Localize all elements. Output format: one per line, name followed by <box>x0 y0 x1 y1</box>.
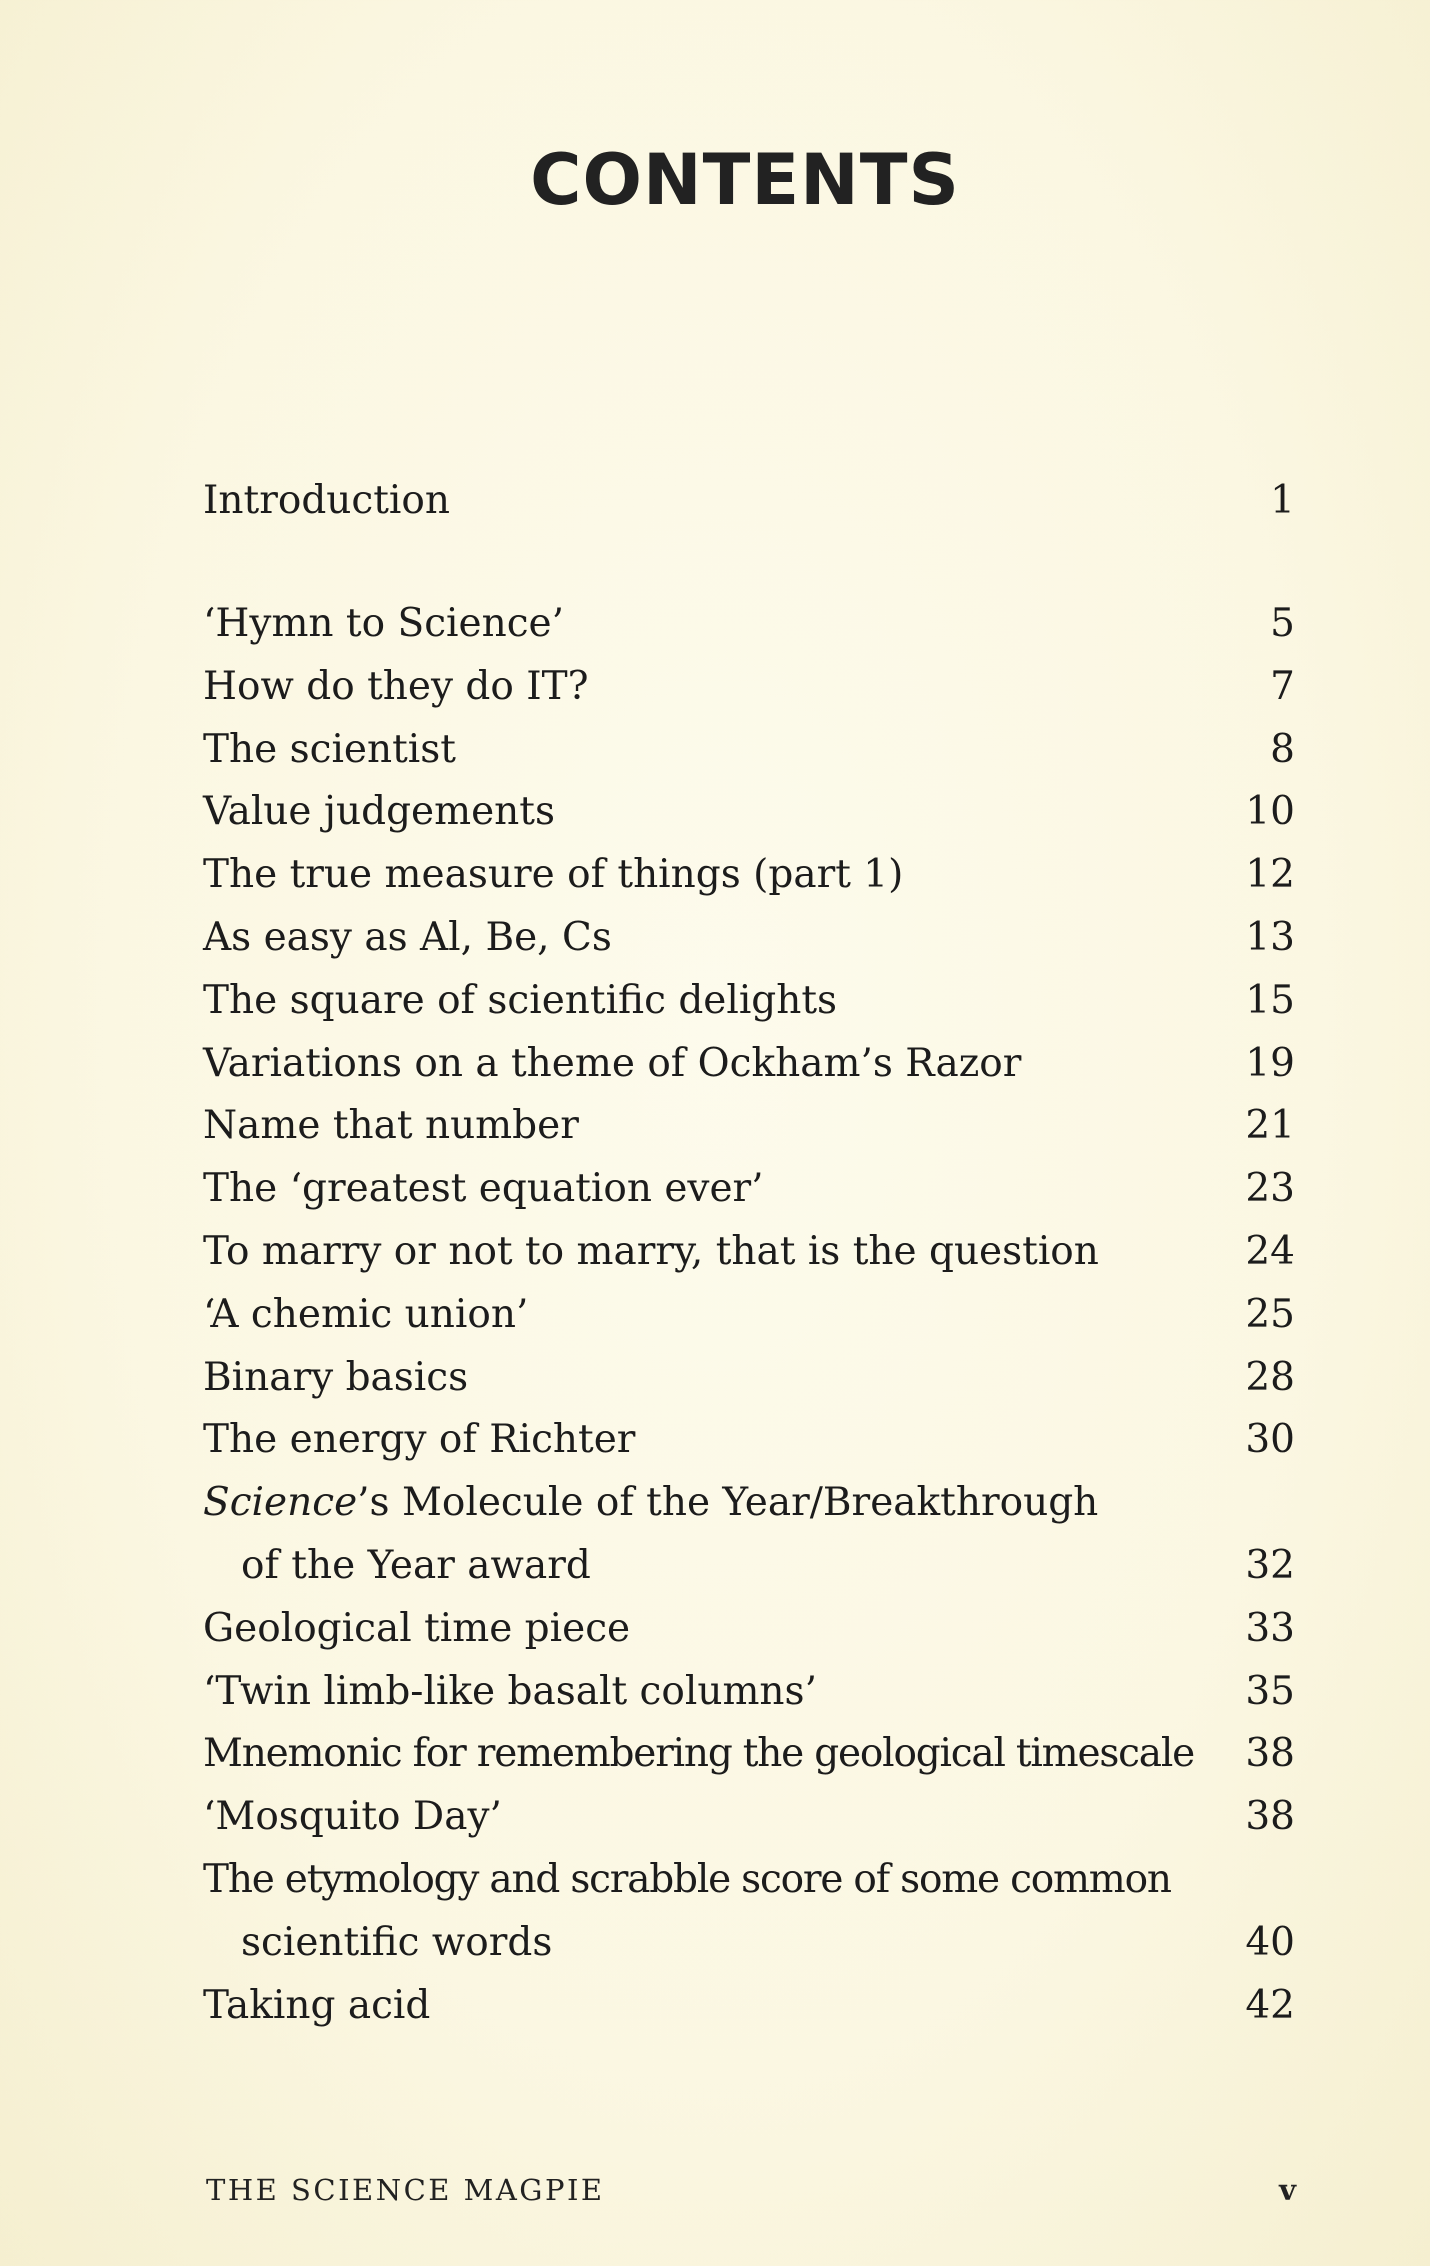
toc-entry-page: 28 <box>1245 1354 1295 1400</box>
toc-entry-title: Binary basics <box>203 1354 469 1400</box>
toc-entry-title: To marry or not to marry, that is the question <box>203 1228 1099 1274</box>
toc-entry-title: Mnemonic for remembering the geological timescale <box>203 1731 1195 1777</box>
toc-row <box>203 1347 1295 1410</box>
toc-row <box>203 1409 1295 1472</box>
toc-entry-page: 42 <box>1245 1982 1295 2028</box>
toc-entry-page: 1 <box>1270 478 1295 523</box>
page-title: CONTENTS <box>530 139 960 221</box>
toc-row <box>203 1849 1295 1912</box>
toc-entry-title: Variations on a theme of Ockham’s Razor <box>203 1040 1022 1086</box>
toc-row <box>203 1723 1295 1786</box>
toc-entry-title: How do they do IT? <box>203 663 589 709</box>
toc-row <box>203 1786 1295 1849</box>
toc-row <box>203 1598 1295 1661</box>
toc-entry-title: The true measure of things (part 1) <box>203 852 904 898</box>
toc-row <box>203 719 1295 782</box>
toc-row <box>203 1033 1295 1096</box>
footer-book-title: THE SCIENCE MAGPIE <box>206 2173 605 2207</box>
toc-entry-page: 32 <box>1245 1542 1295 1588</box>
toc-row <box>203 1975 1295 2038</box>
toc-entry-title-rest: ’s Molecule of the Year/Breakthrough <box>357 1480 1099 1526</box>
toc-entry-title: The energy of Richter <box>203 1417 636 1463</box>
toc-entry-title <box>203 1472 1098 1535</box>
toc-row <box>203 907 1295 970</box>
toc-row <box>203 1158 1295 1221</box>
toc-row <box>203 470 1295 533</box>
toc-entry-title: Name that number <box>203 1103 579 1149</box>
toc-entry-title: ‘Mosquito Day’ <box>203 1794 502 1840</box>
toc-entry-page: 35 <box>1245 1668 1295 1714</box>
toc-row <box>203 781 1295 844</box>
toc-entry-page: 13 <box>1245 914 1295 960</box>
toc-row <box>203 1095 1295 1158</box>
toc-row <box>203 656 1295 719</box>
toc-entry-title: ‘Twin limb-like basalt columns’ <box>203 1668 817 1714</box>
toc-row <box>203 1221 1295 1284</box>
journal-name-italic: Science <box>203 1480 358 1526</box>
footer-page-number: v <box>1279 2173 1296 2207</box>
toc-entry-title: As easy as Al, Be, Cs <box>203 914 612 960</box>
toc-entry-page: 30 <box>1245 1417 1295 1463</box>
toc-entry-page: 19 <box>1245 1040 1295 1086</box>
toc-entry-page: 12 <box>1245 852 1295 898</box>
toc-entry-page: 40 <box>1245 1919 1295 1965</box>
toc-row <box>203 593 1295 656</box>
toc-row <box>203 1472 1295 1535</box>
toc-entry-page: 21 <box>1245 1103 1295 1149</box>
toc-row <box>203 844 1295 907</box>
toc-entry-title: of the Year award <box>241 1542 591 1588</box>
toc-row-continuation <box>203 1912 1295 1975</box>
toc-list <box>203 593 1295 2037</box>
toc-introduction <box>203 470 1295 533</box>
toc-entry-title: ‘Hymn to Science’ <box>203 601 565 646</box>
toc-entry-title: ‘A chemic union’ <box>203 1291 529 1337</box>
toc-entry-title: The scientist <box>203 726 456 772</box>
toc-entry-page: 5 <box>1270 601 1295 646</box>
toc-entry-title: Geological time piece <box>203 1605 631 1651</box>
toc-row <box>203 1661 1295 1724</box>
toc-entry-page: 38 <box>1245 1731 1295 1777</box>
toc-entry-page: 15 <box>1245 977 1295 1023</box>
toc-entry-page: 38 <box>1245 1794 1295 1840</box>
toc-row <box>203 970 1295 1033</box>
toc-entry-title: Value judgements <box>203 789 555 835</box>
toc-row <box>203 1284 1295 1347</box>
toc-row-continuation <box>203 1535 1295 1598</box>
running-footer <box>206 2168 1296 2212</box>
toc-entry-title: Introduction <box>203 478 450 523</box>
toc-entry-page: 24 <box>1245 1228 1295 1274</box>
toc-entry-page: 7 <box>1270 663 1295 709</box>
toc-entry-title: scientific words <box>241 1919 553 1965</box>
toc-entry-page: 23 <box>1245 1166 1295 1212</box>
toc-entry-title: The ‘greatest equation ever’ <box>203 1166 764 1212</box>
toc-entry-title: The etymology and scrabble score of some common <box>203 1856 1171 1902</box>
toc-entry-page: 10 <box>1245 789 1295 835</box>
toc-entry-title: Taking acid <box>203 1982 431 2028</box>
toc-entry-page: 25 <box>1245 1291 1295 1337</box>
toc-entry-page: 8 <box>1270 726 1295 772</box>
toc-entry-page: 33 <box>1245 1605 1295 1651</box>
toc-entry-title: The square of scientific delights <box>203 977 838 1023</box>
